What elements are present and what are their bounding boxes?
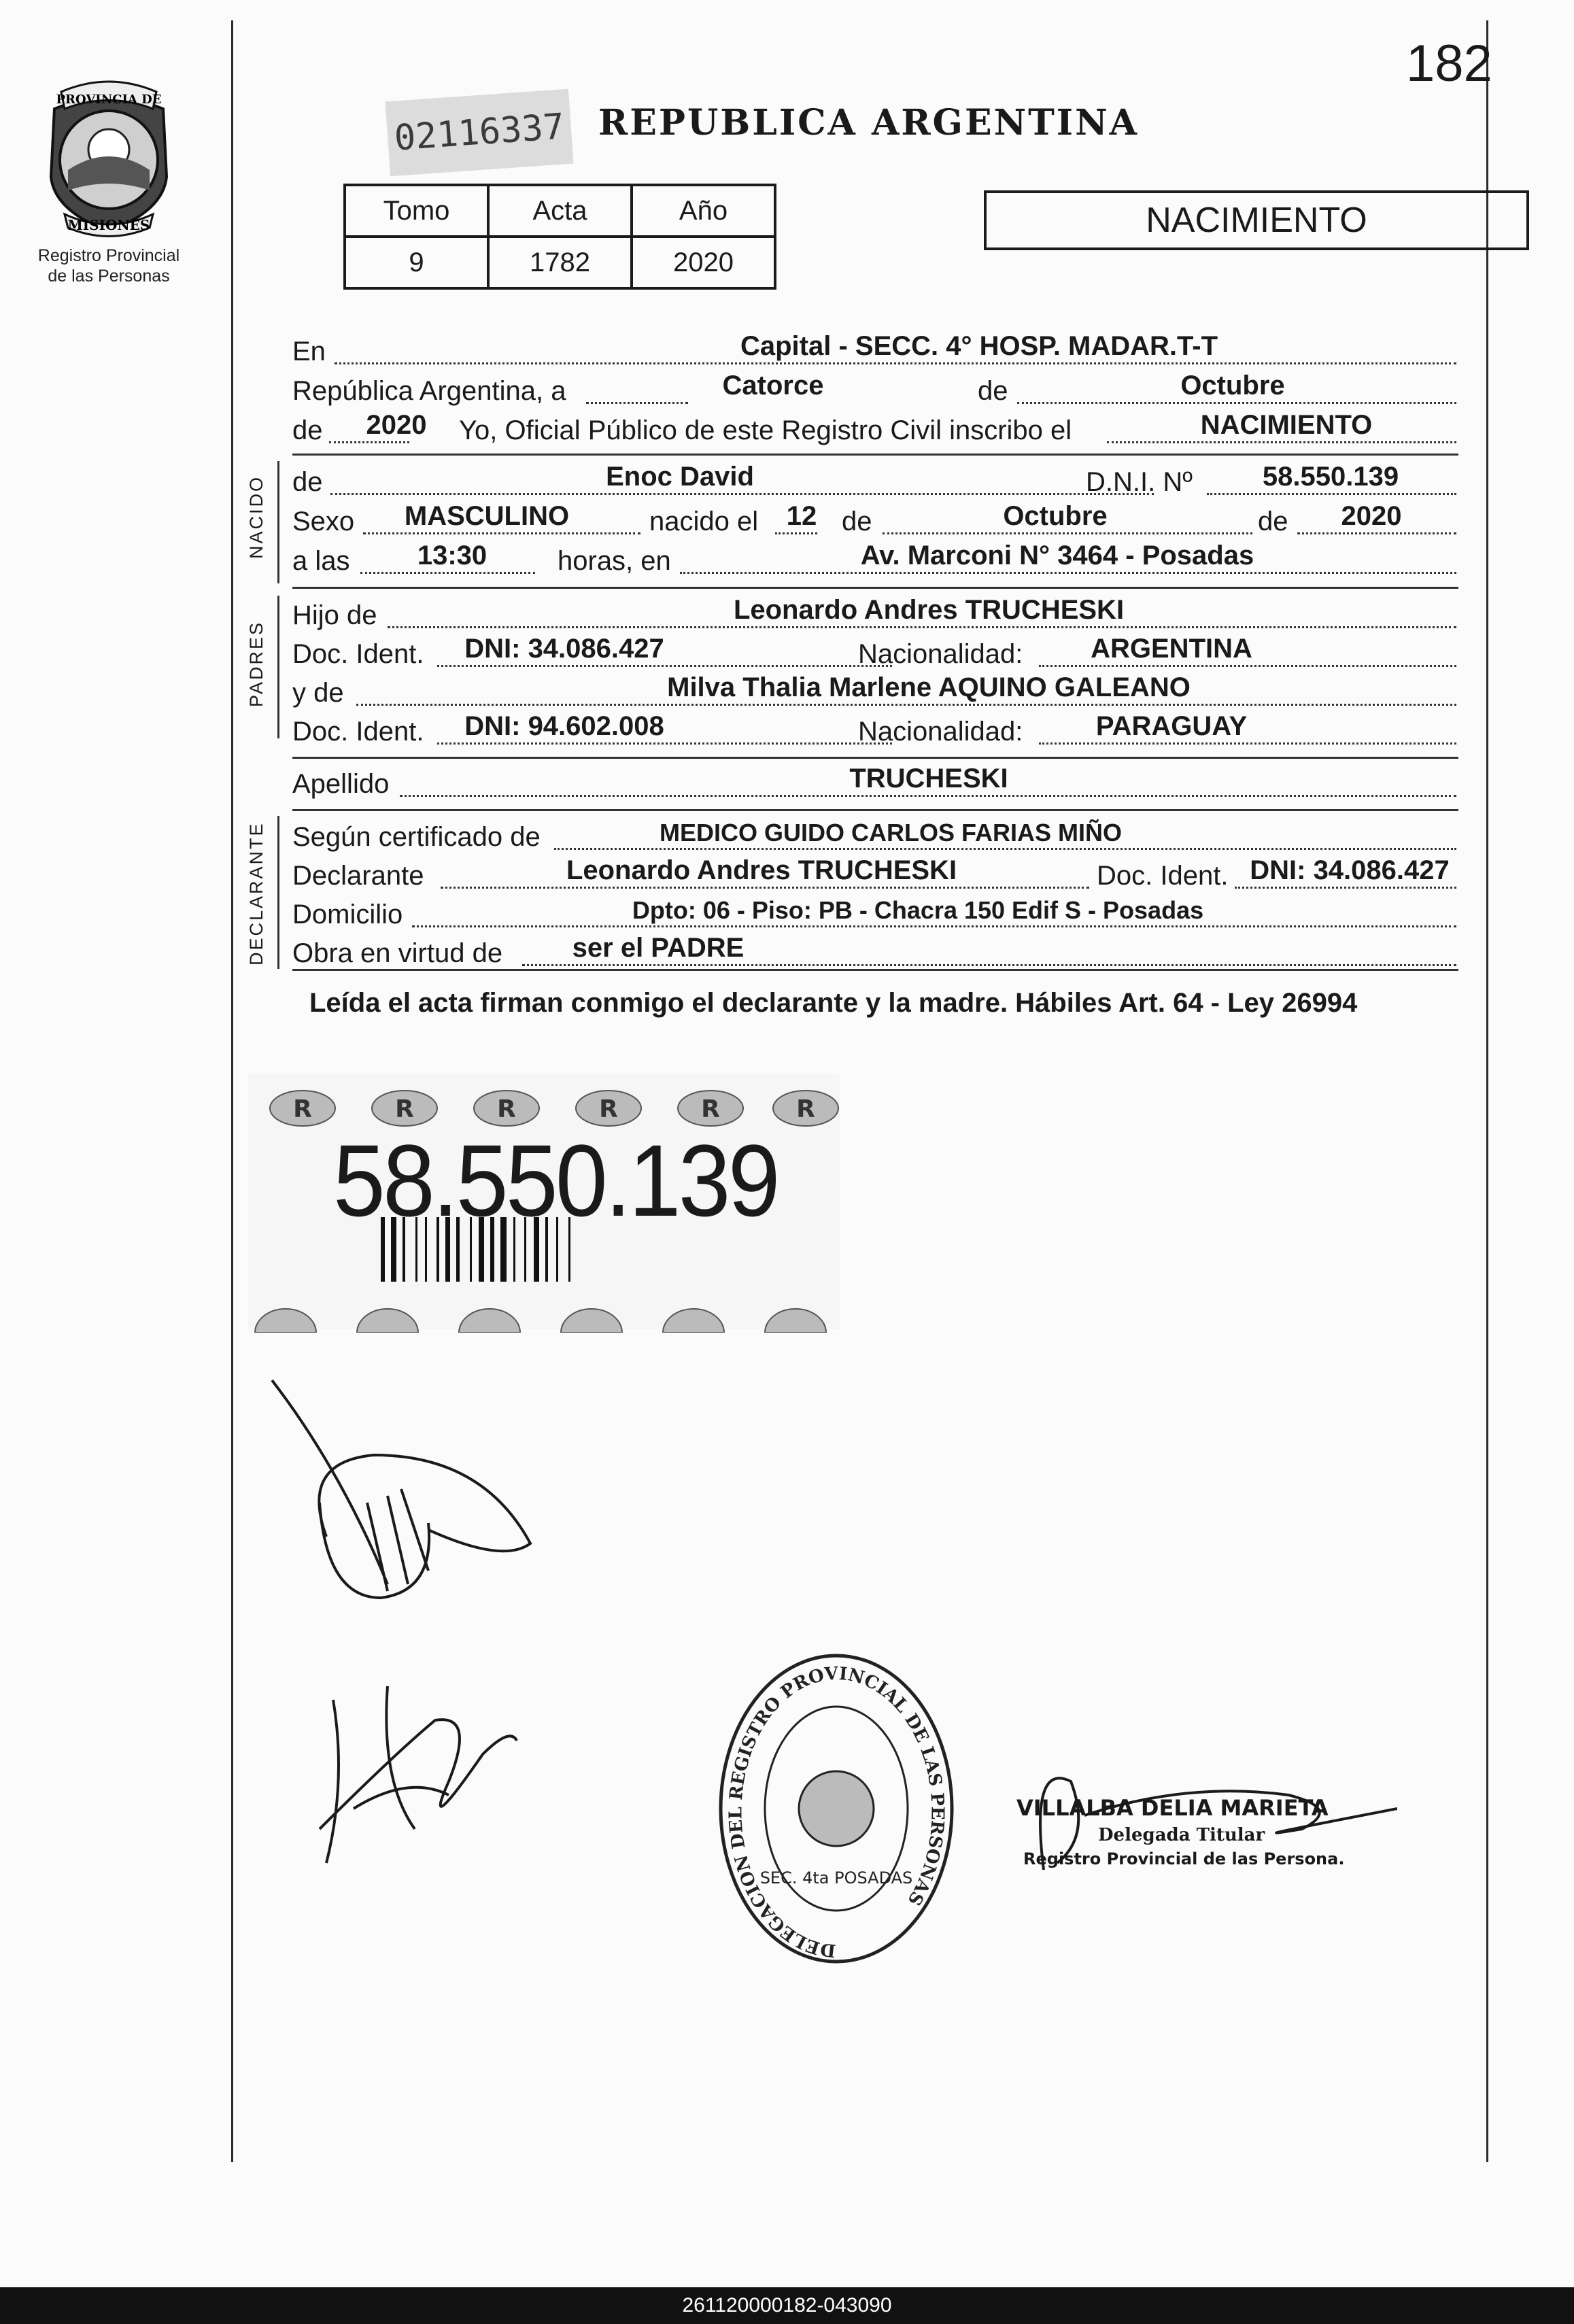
birth-month-dots [883, 532, 1252, 534]
hijo-de-label: Hijo de [292, 600, 377, 630]
birth-place: Av. Marconi N° 3464 - Posadas [860, 541, 1254, 570]
place-label: En [292, 337, 326, 366]
apellido-value: TRUCHESKI [849, 764, 1008, 793]
svg-text:R: R [395, 1095, 414, 1123]
svg-text:R: R [293, 1095, 312, 1123]
official-office: Registro Provincial de las Persona. [1023, 1849, 1345, 1868]
mother-doc-label: Doc. Ident. [292, 717, 424, 747]
obra-label: Obra en virtud de [292, 938, 503, 968]
cert-dots [554, 848, 1456, 850]
father-name-row [292, 596, 1456, 634]
father-nat-dots [1039, 665, 1456, 667]
official-stamp [714, 1645, 959, 1972]
birth-place-dots [680, 572, 1456, 574]
registry-caption [27, 245, 190, 286]
father-doc: DNI: 34.086.427 [464, 634, 664, 664]
nacido-sex-row [292, 502, 1456, 540]
closing-text: Leída el acta firman conmigo el declarante y la madre. Hábiles Art. 64 - Ley 26994 [309, 988, 1358, 1018]
record-header-row [345, 185, 775, 237]
obra-dots [522, 964, 1456, 966]
nacido-de-label-2: de [842, 507, 872, 536]
registry-r-pattern-bottom [248, 1292, 840, 1333]
padres-brace [277, 596, 279, 738]
record-value-acta: 1782 [488, 237, 632, 288]
father-doc-dots [437, 665, 892, 667]
apellido-dots [400, 795, 1456, 797]
rule-5 [292, 969, 1458, 971]
official-name: VILLALBA DELIA MARIETA [1016, 1795, 1329, 1821]
footer-code: 261120000182-043090 [0, 2287, 1574, 2324]
father-name: Leonardo Andres TRUCHESKI [733, 595, 1125, 625]
section-nacido: NACIDO [246, 475, 267, 559]
registry-seal [27, 75, 190, 299]
registry-caption-line2: de las Personas [48, 267, 170, 286]
svg-text:R: R [701, 1095, 720, 1123]
record-header-tomo: Tomo [345, 185, 488, 237]
year-dots [329, 441, 409, 443]
record-header-ano: Año [632, 185, 775, 237]
day-num-dots [775, 532, 817, 534]
obra-row [292, 934, 1456, 972]
time-dots [360, 572, 535, 574]
statement-dots [1107, 441, 1456, 443]
svg-text:SEC. 4ta POSADAS: SEC. 4ta POSADAS [759, 1868, 913, 1887]
statement-value: NACIMIENTO [1200, 410, 1373, 440]
child-sex: MASCULINO [404, 501, 570, 531]
horas-label: horas, en [558, 546, 671, 576]
declarant-dots [441, 887, 1089, 889]
rule-3 [292, 757, 1458, 759]
domicilio-row [292, 895, 1456, 933]
de-year-label: de [292, 415, 323, 445]
svg-text:R: R [497, 1095, 516, 1123]
y-de-label: y de [292, 678, 344, 708]
svg-text:R: R [599, 1095, 618, 1123]
birth-year: 2020 [1341, 501, 1402, 531]
place-dots [335, 362, 1456, 364]
country-label: República Argentina, a [292, 376, 566, 406]
mother-name: Milva Thalia Marlene AQUINO GALEANO [667, 672, 1191, 702]
month-dots [1017, 402, 1456, 404]
day-words: Catorce [722, 371, 824, 400]
svg-text:PROVINCIA DE: PROVINCIA DE [56, 92, 162, 107]
a-las-label: a las [292, 546, 350, 576]
mother-doc-dots [437, 742, 892, 745]
declarant-signature [258, 1367, 558, 1611]
de-label: de [978, 376, 1008, 406]
nacido-name-dots [330, 493, 1154, 495]
sexo-label: Sexo [292, 507, 355, 536]
apellido-label: Apellido [292, 769, 390, 799]
cert-value: MEDICO GUIDO CARLOS FARIAS MIÑO [659, 819, 1123, 847]
record-value-row [345, 237, 775, 288]
child-name: Enoc David [606, 462, 754, 492]
cert-label: Según certificado de [292, 822, 541, 852]
declarant-doc-dots [1235, 887, 1456, 889]
declarant-label: Declarante [292, 861, 424, 891]
declarant-doc: DNI: 34.086.427 [1250, 855, 1450, 885]
father-nat-label: Nacionalidad: [858, 639, 1023, 669]
dni-label-number: 58.550.139 [333, 1123, 778, 1237]
official-position: Delegada Titular [1098, 1825, 1265, 1845]
birth-year-dots [1297, 532, 1456, 534]
mother-nat-dots [1039, 742, 1456, 745]
record-value-ano: 2020 [632, 237, 775, 288]
father-doc-row [292, 634, 1456, 672]
month-value: Octubre [1180, 371, 1285, 400]
place-row [292, 332, 1456, 370]
record-value-tomo: 9 [345, 237, 488, 288]
apellido-row [292, 764, 1456, 802]
declarant-name: Leonardo Andres TRUCHESKI [566, 855, 957, 885]
day-dots [586, 402, 688, 404]
declarant-doc-label: Doc. Ident. [1097, 861, 1229, 891]
domicilio-dots [412, 925, 1456, 927]
nacido-el-label: nacido el [649, 507, 759, 536]
mother-nationality: PARAGUAY [1095, 711, 1248, 741]
birth-month: Octubre [1003, 501, 1108, 531]
nacido-time-row [292, 541, 1456, 579]
year-value: 2020 [366, 410, 427, 440]
nacido-de-label-3: de [1258, 507, 1288, 536]
record-type-box: NACIMIENTO [984, 190, 1529, 250]
mother-nat-label: Nacionalidad: [858, 717, 1023, 747]
rule-4 [292, 809, 1458, 811]
birth-day: 12 [786, 501, 817, 531]
svg-text:DELEGACION DEL REGISTRO PROVIN: DELEGACION DEL REGISTRO PROVINCIAL DE LAS PERSONAS [725, 1663, 948, 1961]
father-nationality: ARGENTINA [1091, 634, 1252, 664]
rule-1 [292, 454, 1458, 456]
date-row [292, 371, 1456, 409]
mother-doc: DNI: 94.602.008 [464, 711, 664, 741]
obra-value: ser el PADRE [572, 933, 745, 963]
record-header-acta: Acta [488, 185, 632, 237]
right-margin-line [1486, 20, 1488, 2162]
child-dni: 58.550.139 [1262, 462, 1399, 492]
sexo-dots [363, 532, 640, 534]
left-margin-line [231, 20, 233, 2162]
svg-text:MISIONES: MISIONES [67, 217, 150, 233]
record-table [343, 184, 776, 290]
father-doc-label: Doc. Ident. [292, 639, 424, 669]
rule-2 [292, 587, 1458, 589]
declarant-row [292, 856, 1456, 894]
nacido-name-row [292, 462, 1456, 500]
cert-row [292, 817, 1456, 855]
page-number: 182 [1406, 35, 1492, 92]
statement-label: Yo, Oficial Público de este Registro Civil inscribo el [459, 415, 1072, 445]
birth-time: 13:30 [417, 541, 487, 570]
section-padres: PADRES [246, 620, 267, 707]
section-declarante: DECLARANTE [246, 821, 267, 966]
statement-row [292, 411, 1456, 449]
place-value: Capital - SECC. 4° HOSP. MADAR.T-T [740, 331, 1218, 361]
mother-doc-row [292, 712, 1456, 750]
registry-caption-line1: Registro Provincial [37, 246, 180, 265]
domicilio-value: Dpto: 06 - Piso: PB - Chacra 150 Edif S - Posadas [632, 896, 1204, 924]
svg-text:R: R [796, 1095, 815, 1123]
dni-dots [1207, 493, 1456, 495]
stamp-number: 02116337 [385, 89, 573, 177]
mother-name-dots [356, 704, 1456, 706]
declarante-brace [277, 816, 279, 969]
nacido-de-label: de [292, 467, 323, 497]
mother-signature [313, 1673, 530, 1877]
nacido-brace [277, 461, 279, 583]
page-title: REPUBLICA ARGENTINA [598, 102, 1140, 143]
mother-name-row [292, 673, 1456, 711]
registry-seal-icon [34, 75, 184, 238]
dni-label: D.N.I. Nº [1086, 467, 1193, 497]
domicilio-label: Domicilio [292, 900, 403, 929]
father-name-dots [388, 626, 1456, 628]
